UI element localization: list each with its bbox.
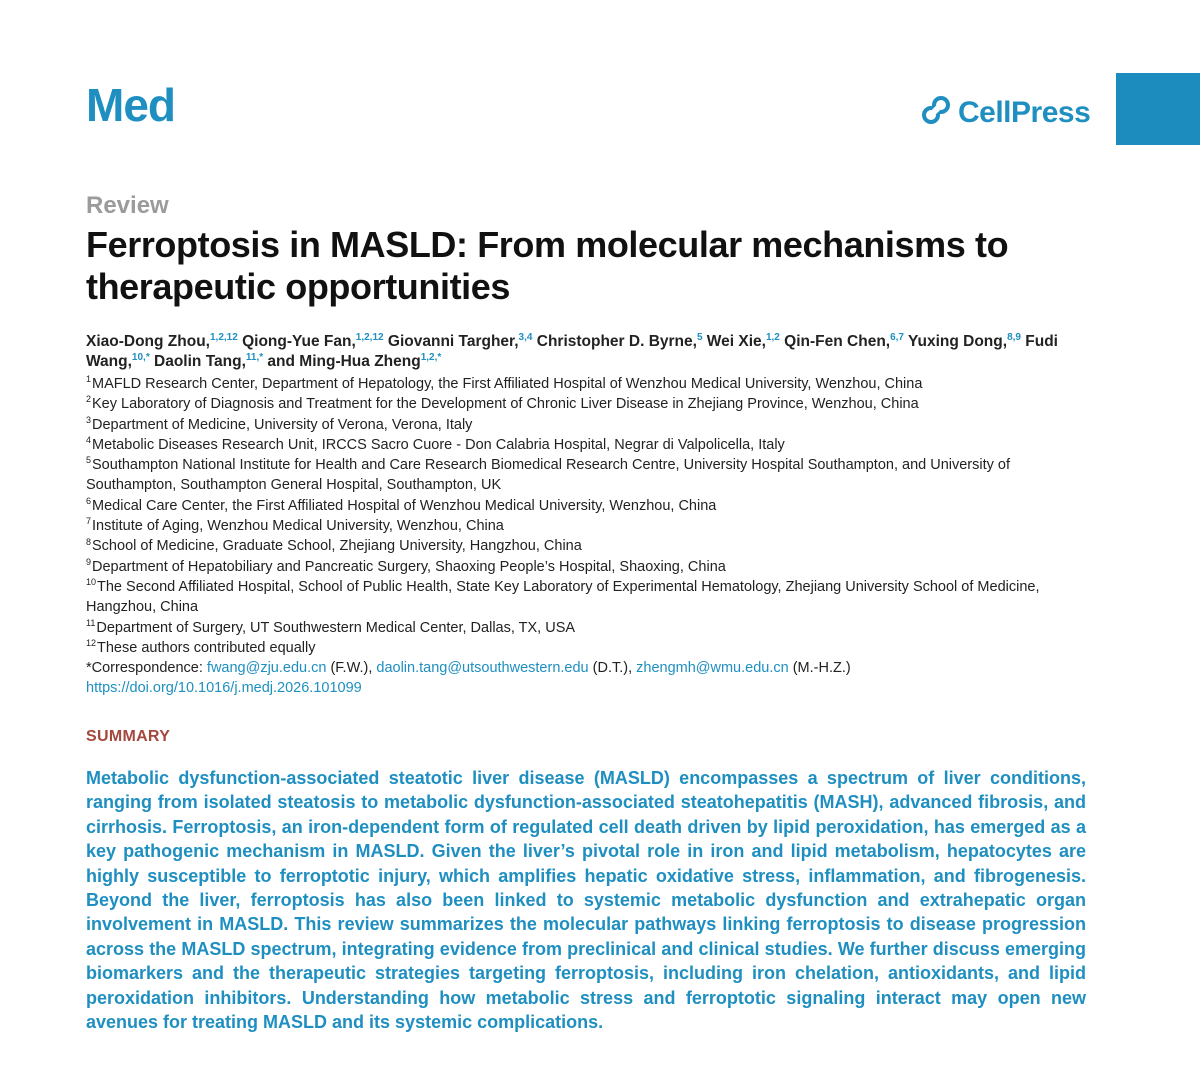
affiliation-number: 4: [86, 435, 92, 446]
affiliation-number: 10: [86, 577, 97, 588]
affiliation-number: 11: [86, 617, 96, 628]
article-title: Ferroptosis in MASLD: From molecular mechanisms to therapeutic opportunities: [86, 224, 1009, 307]
affiliation-number: 5: [86, 455, 92, 466]
author-affiliation-marker: 11,*: [245, 351, 264, 363]
journal-logo: Med: [86, 79, 175, 131]
affiliation-text: Department of Surgery, UT Southwestern Medical Center, Dallas, TX, USA: [96, 619, 576, 636]
correspondence-email-fwang[interactable]: fwang@zju.edu.cn: [206, 660, 327, 677]
affiliation-item: [86, 557, 1096, 577]
author-affiliation-marker: 3,4: [518, 331, 533, 343]
affiliation-item: [86, 638, 1096, 658]
affiliation-item: [86, 577, 1096, 618]
affiliation-text: The Second Affiliated Hospital, School of Public Health, State Key Laboratory of Experimental Hematology, Zhejiang University School of Medicine, Hangzhou, China: [86, 578, 1040, 616]
author-name: Daolin Tang,: [149, 353, 246, 370]
correspondence-initials: (M.-H.Z.): [788, 660, 851, 677]
correspondence-label: *Correspondence:: [86, 660, 207, 677]
affiliation-text: Department of Hepatobiliary and Pancreatic Surgery, Shaoxing People’s Hospital, Shaoxing, China: [92, 558, 726, 575]
author-affiliation-marker: 1,2,*: [420, 351, 442, 363]
affiliation-text: Medical Care Center, the First Affiliated Hospital of Wenzhou Medical University, Wenzhou, China: [92, 497, 717, 514]
affiliation-number: 1: [86, 374, 92, 385]
correspondence-initials: (D.T.),: [588, 660, 637, 677]
doi-link[interactable]: https://doi.org/10.1016/j.medj.2026.101099: [86, 680, 362, 697]
affiliation-text: MAFLD Research Center, Department of Hepatology, the First Affiliated Hospital of Wenzhou Medical University, Wenzhou, China: [92, 376, 923, 392]
affiliation-item: [86, 374, 1096, 394]
affiliation-item: [86, 496, 1096, 516]
affiliation-text: Institute of Aging, Wenzhou Medical University, Wenzhou, China: [92, 518, 504, 535]
author-affiliation-marker: 5: [696, 331, 703, 343]
affiliation-item: [86, 516, 1096, 536]
affiliation-number: 7: [86, 516, 92, 527]
summary-text: Metabolic dysfunction-associated steatotic liver disease (MASLD) encompasses a spectrum of liver conditions, ranging from isolated steatosis to metabolic dysfunction-associated steatohepatitis (MASH), advanced fibrosis, and cirrhosis. Ferroptosis, an iron-dependent form of regulated cell death driven by lipid peroxidation, has emerged as a key pathogenic mechanism in MASLD. Given the liver’s pivotal role in iron and lipid metabolism, hepatocytes are highly susceptible to ferroptotic injury, which amplifies hepatic oxidative stress, inflammation, and fibrogenesis. Beyond the liver, ferroptosis has also been linked to systemic metabolic dysfunction and extrahepatic organ involvement in MASLD. This review summarizes the molecular pathways linking ferroptosis to disease progression across the MASLD spectrum, integrating evidence from preclinical and clinical studies. We further discuss emerging biomarkers and the therapeutic strategies targeting ferroptosis, including iron chelation, antioxidants, and lipid peroxidation inhibitors. Understanding how metabolic stress and ferroptotic signaling interact may open new avenues for treating MASLD and its systemic complications.: [86, 768, 1086, 1033]
affiliation-number: 6: [86, 495, 92, 506]
author-name: Christopher D. Byrne,: [532, 333, 697, 350]
affiliation-number: 8: [86, 536, 92, 547]
author-affiliation-marker: 6,7: [890, 331, 904, 343]
affiliation-number: 9: [86, 556, 92, 567]
affiliation-list: [86, 374, 1096, 699]
author-name: Xiao-Dong Zhou,: [86, 333, 210, 350]
affiliation-text: Key Laboratory of Diagnosis and Treatment for the Development of Chronic Liver Disease in Zhejiang Province, Wenzhou, China: [92, 396, 919, 413]
author-affiliation-marker: 1,2: [765, 331, 780, 343]
author-name: and Ming-Hua Zheng: [263, 353, 421, 370]
affiliation-text: Department of Medicine, University of Verona, Verona, Italy: [92, 416, 473, 433]
author-name: Fudi Wang,: [86, 333, 1058, 370]
correspondence-line: [86, 658, 1096, 678]
publisher-logo: [920, 94, 1090, 131]
affiliation-text: School of Medicine, Graduate School, Zhejiang University, Hangzhou, China: [92, 538, 582, 555]
author-list: [86, 332, 1096, 372]
summary-heading: SUMMARY: [86, 728, 171, 745]
affiliation-text: These authors contributed equally: [97, 639, 316, 656]
cellpress-logo-icon: [920, 94, 952, 131]
affiliation-number: 12: [86, 638, 97, 649]
affiliation-item: [86, 415, 1096, 435]
affiliation-item: [86, 536, 1096, 556]
affiliation-item: [86, 618, 1096, 638]
correspondence-email-zhengmh[interactable]: zhengmh@wmu.edu.cn: [636, 660, 789, 677]
affiliation-text: Metabolic Diseases Research Unit, IRCCS Sacro Cuore - Don Calabria Hospital, Negrar di Valpolicella, Italy: [92, 436, 785, 453]
affiliation-item: [86, 435, 1096, 455]
author-affiliation-marker: 10,*: [131, 351, 150, 363]
article-type: Review: [86, 192, 169, 219]
author-affiliation-marker: 1,2,12: [355, 331, 384, 343]
author-name: Wei Xie,: [702, 333, 766, 350]
affiliation-text: Southampton National Institute for Health and Care Research Biomedical Research Centre, University Hospital Southampton, and University of Southampton, Southampton General Hospital, Southampton, UK: [86, 457, 1011, 494]
author-affiliation-marker: 8,9: [1007, 331, 1021, 343]
affiliation-item: [86, 394, 1096, 414]
author-name: Qiong-Yue Fan,: [237, 333, 356, 350]
corner-color-block: [1116, 73, 1200, 145]
author-affiliation-marker: 1,2,12: [209, 331, 238, 343]
correspondence-email-dtang[interactable]: daolin.tang@utsouthwestern.edu: [376, 660, 589, 677]
author-name: Qin-Fen Chen,: [779, 333, 891, 350]
affiliation-number: 2: [86, 394, 92, 405]
correspondence-initials: (F.W.),: [326, 660, 377, 677]
author-name: Giovanni Targher,: [383, 333, 519, 350]
author-name: Yuxing Dong,: [904, 333, 1008, 350]
affiliation-number: 3: [86, 414, 92, 425]
affiliation-item: [86, 455, 1096, 496]
publisher-name: CellPress: [958, 95, 1091, 129]
